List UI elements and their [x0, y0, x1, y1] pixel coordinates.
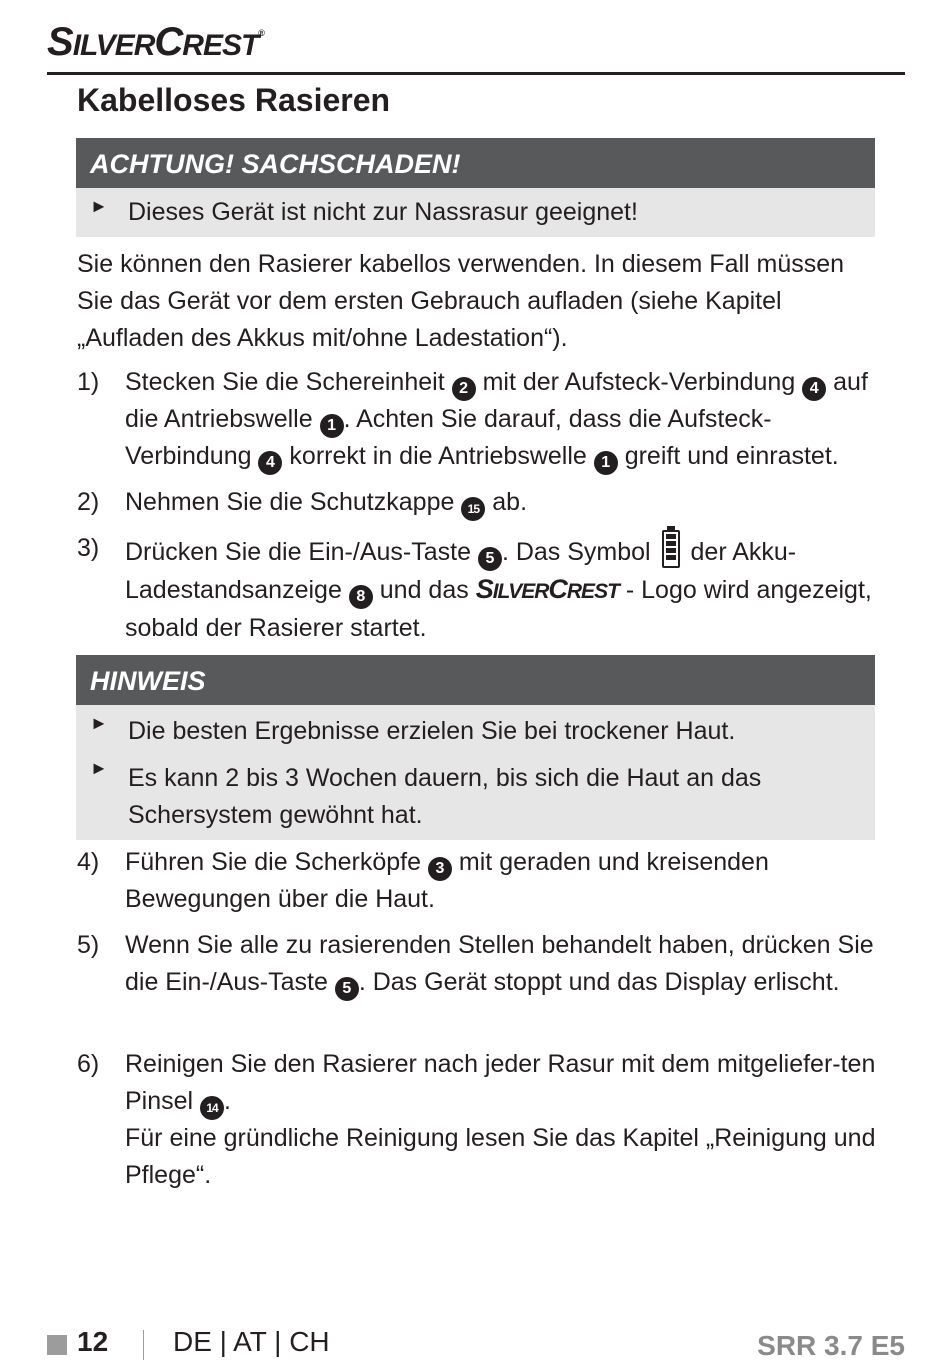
intro-paragraph: Sie können den Rasierer kabellos verwenden. In diesem Fall müssen Sie das Gerät vor dem ersten Gebrauch aufladen (siehe Kapitel „Aufladen des Akkus mit/ohne Ladestation“).	[77, 250, 845, 352]
model-number: SRR 3.7 E5	[757, 1330, 905, 1361]
warning-box	[76, 138, 875, 237]
callout-number: 15	[461, 497, 485, 521]
callout-number: 8	[349, 585, 373, 609]
callout-number: 4	[802, 377, 826, 401]
page-number: 12	[77, 1326, 109, 1357]
hint-box	[76, 655, 875, 840]
callout-number: 5	[478, 547, 502, 571]
hint-heading: HINWEIS	[76, 655, 875, 705]
step-3: 3) Drücken Sie die Ein-/Aus-Taste 5 . Das Symbol der Akku-Ladestandsanzeige 8 und das SILVERCREST - Logo wird angezeigt, sobald der Rasierer startet.	[77, 530, 887, 647]
callout-number: 4	[258, 451, 282, 475]
divider	[143, 1330, 144, 1360]
footer-square-icon	[47, 1335, 67, 1355]
step-1: 1) Stecken Sie die Schereinheit 2 mit der Aufsteck-Verbindung 4 auf die Antriebswelle 1 . Achten Sie darauf, dass die Aufsteck-Verbindung 4 korrekt in die Antriebswelle 1 greift und einrastet.	[77, 364, 887, 475]
hint-item: ► Es kann 2 bis 3 Wochen dauern, bis sich die Haut an das Schersystem gewöhnt hat.	[76, 750, 875, 840]
page-footer	[47, 1326, 905, 1366]
brand-logo-inline: SILVERCREST	[475, 574, 619, 604]
step-5: 5) Wenn Sie alle zu rasierenden Stellen behandelt haben, drücken Sie die Ein-/Aus-Taste 5 . Das Gerät stoppt und das Display erlischt.	[77, 927, 887, 1001]
page-header	[47, 14, 905, 75]
warning-item: ► Dieses Gerät ist nicht zur Nassrasur geeignet!	[76, 188, 875, 237]
callout-number: 14	[200, 1096, 224, 1120]
page-title: Kabelloses Rasieren	[77, 82, 391, 118]
step-2: 2) Nehmen Sie die Schutzkappe 15 ab.	[77, 484, 887, 521]
language-codes: DE | AT | CH	[173, 1326, 330, 1357]
brand-logo: SILVERCREST®	[47, 20, 264, 64]
battery-icon	[662, 530, 680, 568]
hint-item: ► Die besten Ergebnisse erzielen Sie bei trockener Haut.	[76, 705, 875, 750]
step-6: 6) Reinigen Sie den Rasierer nach jeder Rasur mit dem mitgeliefer-ten Pinsel 14 . Für eine gründliche Reinigung lesen Sie das Kapitel „Reinigung und Pflege“.	[77, 1050, 876, 1189]
callout-number: 1	[320, 414, 344, 438]
callout-number: 3	[428, 857, 452, 881]
arrow-icon: ►	[90, 196, 108, 216]
arrow-icon: ►	[90, 758, 108, 778]
callout-number: 5	[335, 977, 359, 1001]
arrow-icon: ►	[90, 713, 108, 733]
callout-number: 1	[594, 451, 618, 475]
step-4: 4) Führen Sie die Scherköpfe 3 mit geraden und kreisenden Bewegungen über die Haut.	[77, 848, 769, 913]
callout-number: 2	[452, 377, 476, 401]
warning-heading: ACHTUNG! SACHSCHADEN!	[76, 138, 875, 188]
